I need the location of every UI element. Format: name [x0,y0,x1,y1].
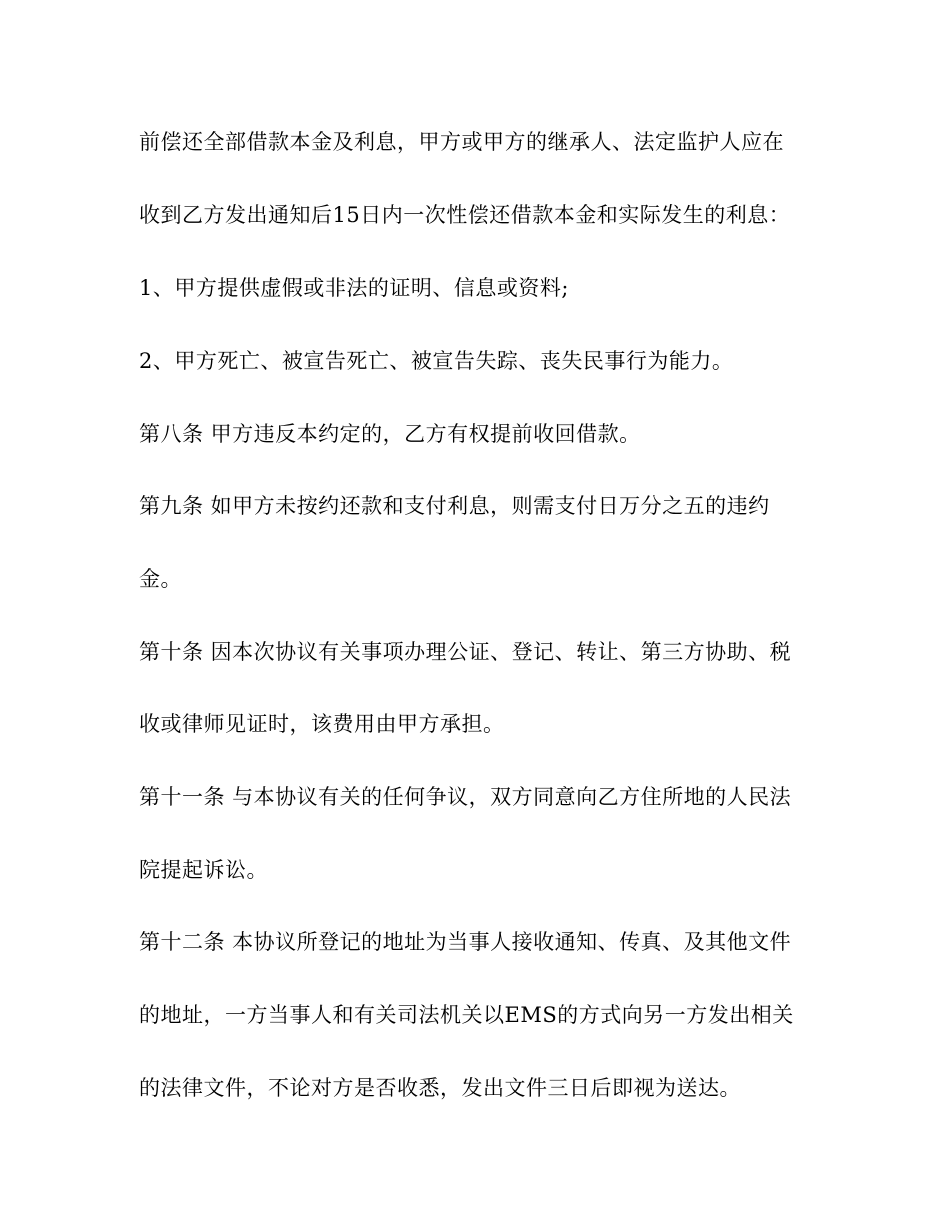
text-line: 的法律文件，不论对方是否收悉，发出文件三日后即视为送达。 [139,1076,741,1100]
text-line: 收到乙方发出通知后15日内一次性偿还借款本金和实际发生的利息： [139,203,791,227]
text-line: 2、甲方死亡、被宣告死亡、被宣告失踪、丧失民事行为能力。 [139,349,734,373]
text-line: 收或律师见证时，该费用由甲方承担。 [139,712,505,736]
text-line: 金。 [139,567,182,591]
text-line: 1、甲方提供虚假或非法的证明、信息或资料; [139,276,569,300]
text-line: 第十条 因本次协议有关事项办理公证、登记、转让、第三方协助、税 [139,640,792,664]
text-line: 院提起诉讼。 [139,858,268,882]
text-line: 第九条 如甲方未按约还款和支付利息，则需支付日万分之五的违约 [139,494,770,518]
text-line: 第十一条 与本协议有关的任何争议，双方同意向乙方住所地的人民法 [139,785,792,809]
text-line: 第八条 甲方违反本约定的，乙方有权提前收回借款。 [139,422,641,446]
text-line: 前偿还全部借款本金及利息，甲方或甲方的继承人、法定监护人应在 [139,130,784,154]
text-line: 的地址，一方当事人和有关司法机关以EMS的方式向另一方发出相关 [139,1003,794,1027]
text-line: 第十二条 本协议所登记的地址为当事人接收通知、传真、及其他文件 [139,930,792,954]
